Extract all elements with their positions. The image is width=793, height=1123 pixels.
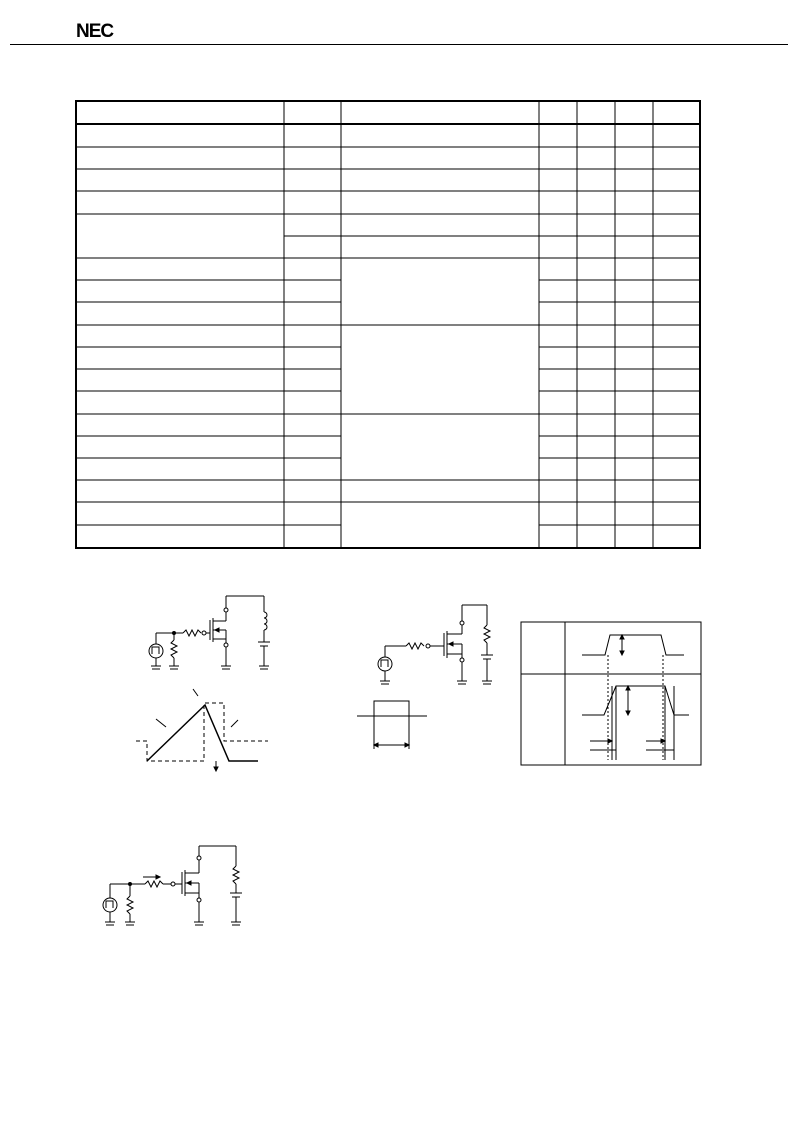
resistor-icon xyxy=(127,896,133,914)
avalanche-waveform xyxy=(136,689,268,771)
resistor-icon xyxy=(145,881,163,887)
drain-current-trace xyxy=(582,686,689,715)
input-pulse-diagram xyxy=(357,701,427,749)
resistor-icon xyxy=(484,625,490,643)
resistor-icon xyxy=(233,866,239,884)
pulse-generator-icon xyxy=(103,898,117,912)
nec-logo: NEC xyxy=(76,21,114,42)
test-circuit-inductive xyxy=(149,596,270,669)
pulse-generator-icon xyxy=(149,644,163,658)
switching-waveform-box xyxy=(521,622,701,765)
resistor-icon xyxy=(171,640,177,658)
current-ramp-trace xyxy=(147,705,258,761)
characteristics-table xyxy=(76,101,700,548)
resistor-icon xyxy=(183,630,201,636)
table-row-lines xyxy=(76,147,700,525)
pulse-generator-icon xyxy=(378,657,392,671)
test-circuit-resistive xyxy=(378,605,493,684)
inductor-icon xyxy=(264,612,267,630)
resistor-icon xyxy=(406,643,424,649)
gate-voltage-trace xyxy=(582,635,684,655)
test-circuit-gate-charge xyxy=(103,846,242,925)
